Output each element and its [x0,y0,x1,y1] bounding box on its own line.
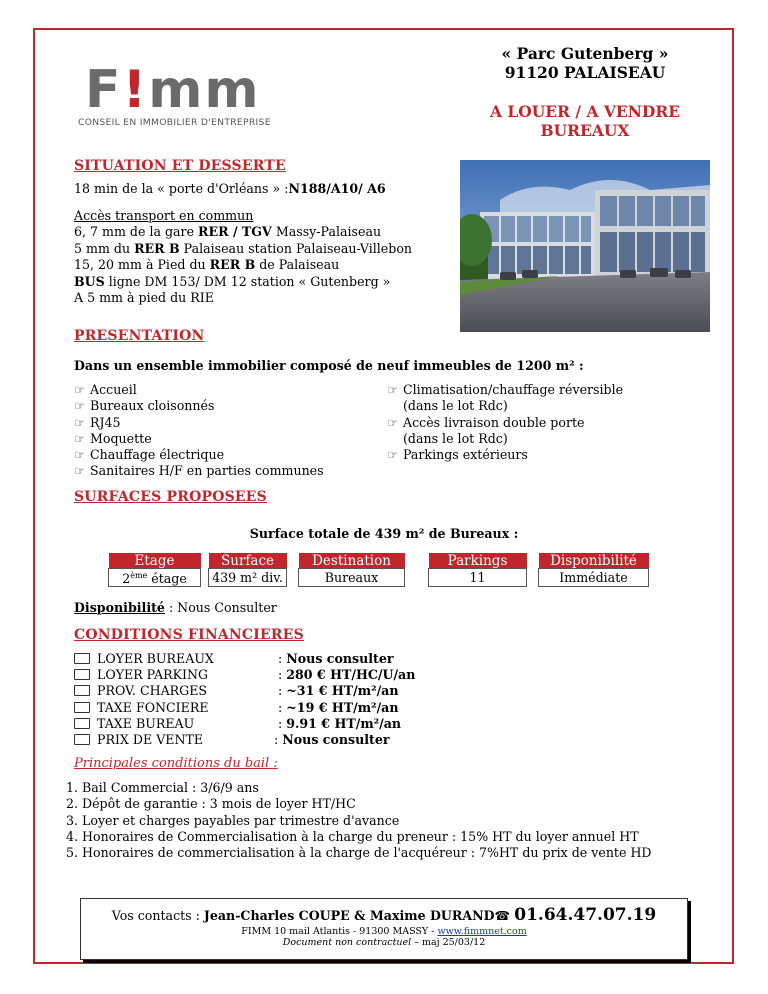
transport-title: Accès transport en commun [74,207,254,223]
list-item: ☞ Accès livraison double porte [387,414,585,430]
list-item: ☞ Chauffage électrique [74,447,225,463]
list-item: ☞ Bureaux cloisonnés [74,398,215,414]
access-road-text: 18 min de la « porte d'Orléans » : [74,181,289,196]
offer-line2: BUREAUX [540,121,630,140]
header-surface: Surface [209,553,287,569]
folder-icon [74,718,90,729]
list-item: ☞ RJ45 [74,414,121,430]
offer-line1: A LOUER / A VENDRE [489,102,681,121]
header-destination: Destination [299,553,405,569]
list-item: ☞ Parkings extérieurs [387,447,528,463]
bail-terms [62,780,652,861]
header-disponibilite: Disponibilité [539,553,649,569]
list-item: ☞ Moquette [74,430,152,446]
cell-surface: 439 m² div. [209,569,287,587]
logo-wordmark: F!mm [85,60,261,120]
financial-labels: LOYER BUREAUX LOYER PARKING PROV. CHARGES TAXE FONCIERE TAXE BUREAU PRIX DE VENTE [74,651,214,748]
website-link[interactable]: www.fimmnet.com [437,926,527,937]
list-item: 2. Dépôt de garantie : 3 mois de loyer HT/HC [82,796,652,812]
dispo-line: Disponibilité : Nous Consulter [74,600,277,615]
situation-title: SITUATION ET DESSERTE [74,158,286,174]
list-item: (dans le lot Rdc) [403,430,508,446]
pointing-hand-icon: ☞ [74,414,86,430]
pointing-hand-icon: ☞ [74,463,86,479]
pointing-hand-icon: ☞ [387,447,399,463]
list-item: 4. Honoraires de Commercialisation à la charge du preneur : 15% HT du loyer annuel HT [82,829,652,845]
list-item: 5. Honoraires de commercialisation à la charge de l'acquéreur : 7%HT du prix de vente HD [82,845,652,861]
surfaces-table [108,553,649,587]
folder-icon [74,653,90,664]
header-parkings: Parkings [429,553,527,569]
pointing-hand-icon: ☞ [74,430,86,446]
situation-text: 18 min de la « porte d'Orléans » :N188/A10/ A6 Accès transport en commun 6, 7 mm de la gare RER / TGV Massy-Palaiseau 5 mm du RER B Palaiseau station Palaiseau-Villebon 15, 20 mm à Pied du RER B de Palaiseau BUS ligne DM 153/ DM 12 station « Gutenberg » A 5 mm à pied du RIE [74,181,454,307]
phone-icon: ☎ [494,908,511,923]
park-name: « Parc Gutenberg » [501,44,669,63]
folder-icon [74,685,90,696]
list-item: 3. Loyer et charges payables par trimestre d'avance [82,813,652,829]
pointing-hand-icon: ☞ [74,382,86,397]
city: 91120 PALAISEAU [504,63,666,82]
pointing-hand-icon: ☞ [387,382,399,397]
header-block [470,44,700,140]
list-item: ☞ Climatisation/chauffage réversible [387,382,624,397]
presentation-list-left [74,382,324,480]
financial-values: : Nous consulter : 280 € HT/HC/U/an : ~31 € HT/m²/an : ~19 € HT/m²/an : 9.91 € HT/m²/an : Nous consulter [274,651,416,748]
folder-icon [74,734,90,745]
presentation-title: PRESENTATION [74,328,205,344]
financial-title: CONDITIONS FINANCIERES [74,627,304,643]
cell-destination: Bureaux [299,569,405,587]
disclaimer-line: Document non contractuel – maj 25/03/12 [282,937,486,948]
cell-etage: 2ème étage [109,569,201,587]
surfaces-total: Surface totale de 439 m² de Bureaux : [249,526,519,541]
pointing-hand-icon: ☞ [74,447,86,463]
cell-parkings: 11 [429,569,527,587]
access-road-names: N188/A10/ A6 [288,181,386,196]
table-header-row [109,553,649,569]
address-line: FIMM 10 mail Atlantis - 91300 MASSY - www.fimmnet.com [241,926,527,937]
list-item: ☞ Accueil [74,382,137,397]
pointing-hand-icon: ☞ [387,414,399,430]
presentation-intro: Dans un ensemble immobilier composé de neuf immeubles de 1200 m² : [74,358,584,373]
presentation-list-right [387,382,623,463]
list-item: (dans le lot Rdc) [403,398,508,414]
header-etage: Etage [109,553,201,569]
surfaces-title: SURFACES PROPOSEES [74,489,267,505]
pointing-hand-icon: ☞ [74,398,86,414]
bail-title: Principales conditions du bail : [74,756,278,771]
building-photo [460,160,710,332]
table-row [109,569,649,587]
folder-icon [74,669,90,680]
folder-icon [74,702,90,713]
contacts-line: Vos contacts : Jean-Charles COUPE & Maxime DURAND☎ 01.64.47.07.19 [111,905,657,925]
list-item: 1. Bail Commercial : 3/6/9 ans [82,780,652,796]
logo-tagline: CONSEIL EN IMMOBILIER D'ENTREPRISE [78,117,271,128]
list-item: ☞ Sanitaires H/F en parties communes [74,463,324,479]
phone-number: 01.64.47.07.19 [514,905,657,925]
contact-footer [80,898,688,960]
cell-disponibilite: Immédiate [539,569,649,587]
